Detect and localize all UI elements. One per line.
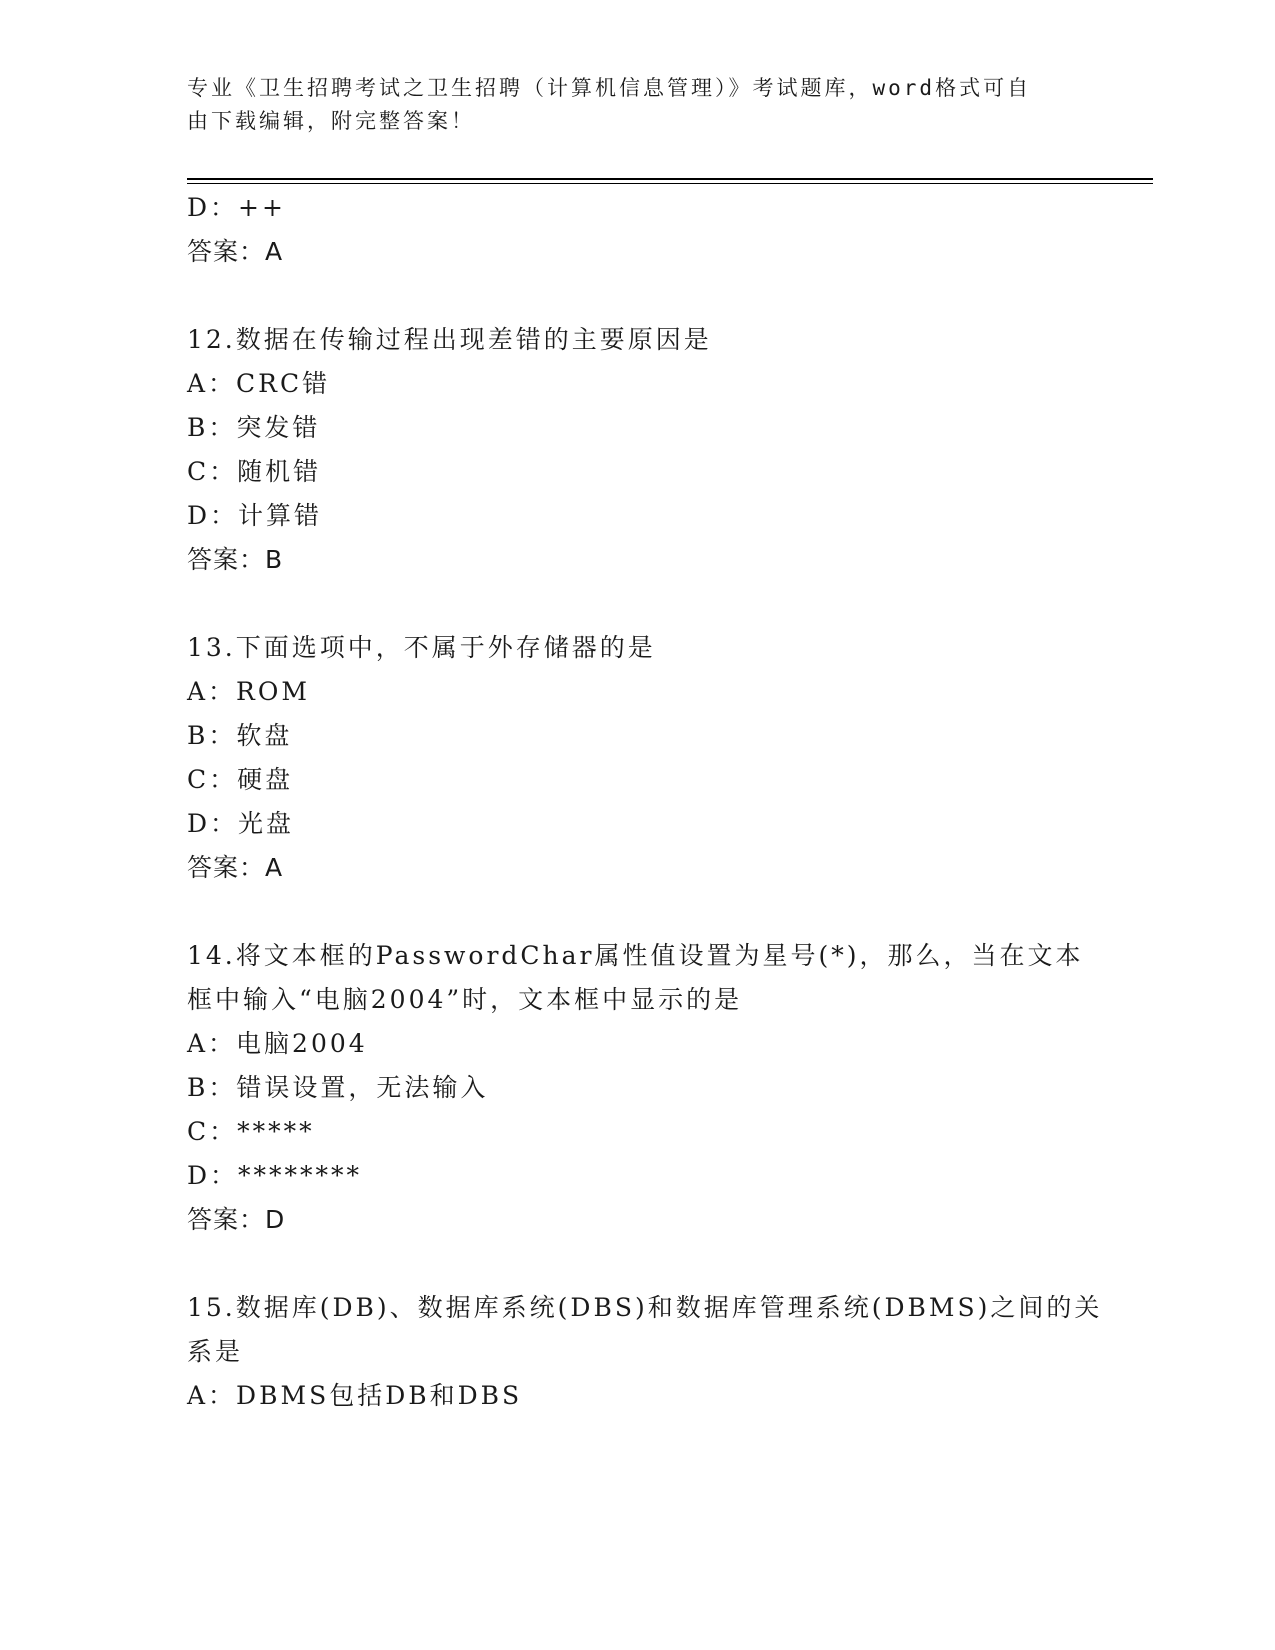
option-a: A：DBMS包括DB和DBS [187, 1381, 523, 1410]
option-a: A：CRC错 [187, 369, 331, 398]
option-d: D：******** [187, 1161, 363, 1190]
question-stem-line-1: 14.将文本框的PasswordChar属性值设置为星号(*)，那么，当在文本 [187, 941, 1084, 970]
option-d: D：光盘 [187, 809, 295, 838]
answer: 答案：A [187, 237, 284, 266]
option-b: B：错误设置，无法输入 [187, 1073, 489, 1102]
option-b: B：软盘 [187, 721, 293, 750]
question-stem-line-1: 15.数据库(DB)、数据库系统(DBS)和数据库管理系统(DBMS)之间的关 [187, 1293, 1103, 1322]
question-stem-line-2: 框中输入“电脑2004”时，文本框中显示的是 [187, 985, 743, 1014]
header-line-2: 由下载编辑，附完整答案！ [187, 109, 475, 133]
question-stem: 12.数据在传输过程出现差错的主要原因是 [187, 325, 712, 354]
option-c: C：***** [187, 1117, 315, 1146]
question-stem: 13.下面选项中，不属于外存储器的是 [187, 633, 656, 662]
header-text [187, 72, 1067, 138]
option-a: A：电脑2004 [187, 1029, 368, 1058]
header-line-1: 专业《卫生招聘考试之卫生招聘（计算机信息管理）》考试题库，word格式可自 [187, 76, 1032, 100]
answer: 答案：D [187, 1205, 286, 1234]
option-c: C：随机错 [187, 457, 322, 486]
question-stem-line-2: 系是 [187, 1337, 244, 1366]
option-a: A：ROM [187, 677, 310, 706]
option-d: D：计算错 [187, 501, 323, 530]
header-rule-thick [187, 178, 1153, 180]
answer: 答案：B [187, 545, 284, 574]
option-b: B：突发错 [187, 413, 321, 442]
option-d: D：++ [187, 193, 286, 222]
option-c: C：硬盘 [187, 765, 294, 794]
header-rule-thin [187, 183, 1153, 184]
answer: 答案：A [187, 853, 284, 882]
